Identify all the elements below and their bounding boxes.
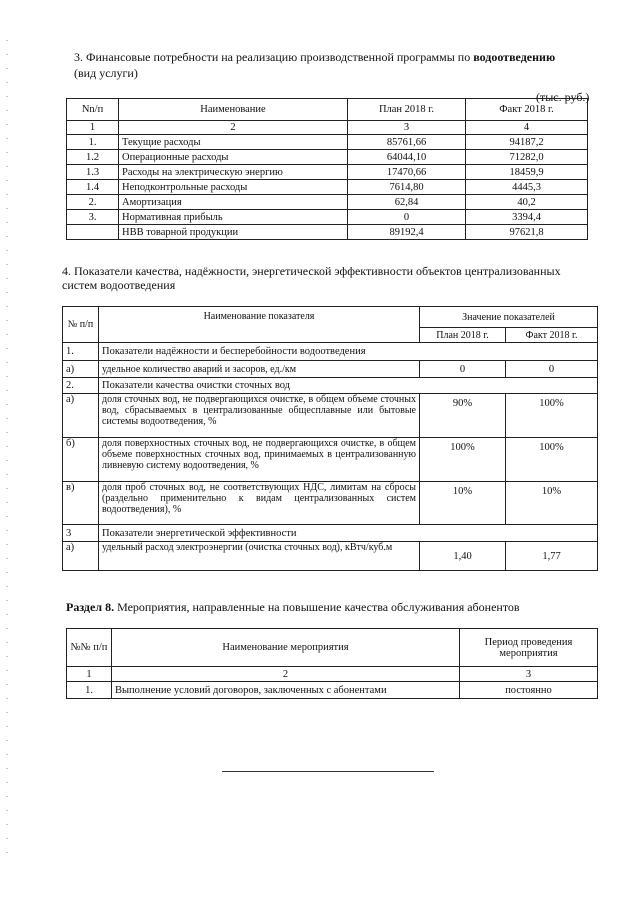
table-group-row <box>63 378 598 394</box>
row-plan: 0 <box>348 210 466 225</box>
table-index-row <box>67 121 588 135</box>
row-name: доля поверхностных сточных вод, не подвергающихся очистке, в общем объеме поверхностных сточных вод, принимаемых в централизованную ливневую систему водоотведения, % <box>99 438 420 482</box>
row-fact: 3394,4 <box>466 210 588 225</box>
section3-subtitle: (вид услуги) <box>74 66 138 80</box>
index-cell: 3 <box>348 121 466 135</box>
row-plan: 7614,80 <box>348 180 466 195</box>
header-fact: Факт 2018 г. <box>466 99 588 121</box>
row-plan: 64044,10 <box>348 150 466 165</box>
section8-title-rest: Мероприятия, направленные на повышение качества обслуживания абонентов <box>117 600 520 614</box>
row-name: доля сточных вод, не подвергающихся очистке, в общем объеме сточных вод, сбрасываемых в централизованные общесплавные или бытовые системы водоотведения, % <box>99 394 420 438</box>
table-row <box>63 542 598 571</box>
service-measures-table <box>66 628 598 699</box>
section8-title <box>66 600 596 614</box>
bottom-separator-line <box>222 771 434 772</box>
group-name: Показатели энергетической эффективности <box>99 525 598 542</box>
row-name: Выполнение условий договоров, заключенных с абонентами <box>112 682 460 699</box>
table-row <box>67 180 588 195</box>
row-name: НВВ товарной продукции <box>119 225 348 240</box>
row-fact: 10% <box>506 482 598 525</box>
quality-indicators-table <box>62 306 598 571</box>
row-num <box>67 225 119 240</box>
row-fact: 100% <box>506 438 598 482</box>
table-row <box>63 361 598 378</box>
header-num: №№ п/п <box>67 629 112 667</box>
row-plan: 90% <box>420 394 506 438</box>
section3-title-prefix: 3. Финансовые потребности на реализацию производственной программы по <box>74 50 471 64</box>
row-name: Текущие расходы <box>119 135 348 150</box>
group-name: Показатели надёжности и бесперебойности водоотведения <box>99 343 598 361</box>
scan-edge-marks <box>6 40 8 860</box>
row-num: 1.4 <box>67 180 119 195</box>
row-fact: 40,2 <box>466 195 588 210</box>
row-num: 1. <box>67 682 112 699</box>
row-fact: 18459,9 <box>466 165 588 180</box>
row-name: удельный расход электроэнергии (очистка сточных вод), кВтч/куб.м <box>99 542 420 571</box>
row-num: 1.2 <box>67 150 119 165</box>
header-plan: План 2018 г. <box>348 99 466 121</box>
header-fact: Факт 2018 г. <box>506 328 598 343</box>
row-name: удельное количество аварий и засоров, ед./км <box>99 361 420 378</box>
table-row <box>67 682 598 699</box>
row-num: 2. <box>67 195 119 210</box>
table-group-row <box>63 343 598 361</box>
group-num: 2. <box>63 378 99 394</box>
row-num: а) <box>63 394 99 438</box>
table-row <box>67 210 588 225</box>
header-period: Период проведения мероприятия <box>460 629 598 667</box>
index-cell: 1 <box>67 667 112 682</box>
table-row <box>67 150 588 165</box>
table-row <box>67 165 588 180</box>
row-num: 1. <box>67 135 119 150</box>
group-num: 3 <box>63 525 99 542</box>
row-plan: 89192,4 <box>348 225 466 240</box>
table-row <box>63 394 598 438</box>
financial-needs-table <box>66 98 588 240</box>
row-name: Неподконтрольные расходы <box>119 180 348 195</box>
row-num: б) <box>63 438 99 482</box>
section3-units: (тыс. руб.) <box>536 90 590 104</box>
row-name: Расходы на электрическую энергию <box>119 165 348 180</box>
row-fact: 100% <box>506 394 598 438</box>
header-name: Наименование мероприятия <box>112 629 460 667</box>
row-fact: 97621,8 <box>466 225 588 240</box>
row-fact: 1,77 <box>506 542 598 571</box>
table-row <box>67 195 588 210</box>
group-name: Показатели качества очистки сточных вод <box>99 378 598 394</box>
index-cell: 4 <box>466 121 588 135</box>
row-num: а) <box>63 361 99 378</box>
row-fact: 94187,2 <box>466 135 588 150</box>
row-plan: 100% <box>420 438 506 482</box>
table-header-row <box>67 99 588 121</box>
table-row <box>63 438 598 482</box>
table-group-row <box>63 525 598 542</box>
row-name: Амортизация <box>119 195 348 210</box>
row-name: доля проб сточных вод, не соответствующих НДС, лимитам на сбросы (раздельно применительно к видам централизованных систем водоотведения), % <box>99 482 420 525</box>
row-fact: 71282,0 <box>466 150 588 165</box>
table-row <box>67 135 588 150</box>
header-plan: План 2018 г. <box>420 328 506 343</box>
row-num: а) <box>63 542 99 571</box>
section4-title: 4. Показатели качества, надёжности, энергетической эффективности объектов централизованных систем водоотведения <box>62 264 561 292</box>
row-num: 3. <box>67 210 119 225</box>
table-header-row <box>63 307 598 328</box>
section3-title-bold: водоотведению <box>473 50 556 64</box>
index-cell: 3 <box>460 667 598 682</box>
row-period: постоянно <box>460 682 598 699</box>
row-fact: 4445,3 <box>466 180 588 195</box>
table-index-row <box>67 667 598 682</box>
table-header-row <box>67 629 598 667</box>
header-values: Значение показателей <box>420 307 598 328</box>
row-fact: 0 <box>506 361 598 378</box>
row-num: 1.3 <box>67 165 119 180</box>
section3-title <box>74 50 594 64</box>
row-plan: 0 <box>420 361 506 378</box>
row-plan: 62,84 <box>348 195 466 210</box>
row-plan: 17470,66 <box>348 165 466 180</box>
header-name: Наименование показателя <box>99 307 420 343</box>
row-name: Нормативная прибыль <box>119 210 348 225</box>
row-num: в) <box>63 482 99 525</box>
group-num: 1. <box>63 343 99 361</box>
row-name: Операционные расходы <box>119 150 348 165</box>
row-plan: 85761,66 <box>348 135 466 150</box>
header-num: Nn/п <box>67 99 119 121</box>
header-name: Наименование <box>119 99 348 121</box>
table-row <box>63 482 598 525</box>
index-cell: 2 <box>112 667 460 682</box>
table-row-total <box>67 225 588 240</box>
row-plan: 1,40 <box>420 542 506 571</box>
section8-title-bold: Раздел 8. <box>66 600 115 614</box>
index-cell: 2 <box>119 121 348 135</box>
index-cell: 1 <box>67 121 119 135</box>
row-plan: 10% <box>420 482 506 525</box>
header-num: № п/п <box>63 307 99 343</box>
